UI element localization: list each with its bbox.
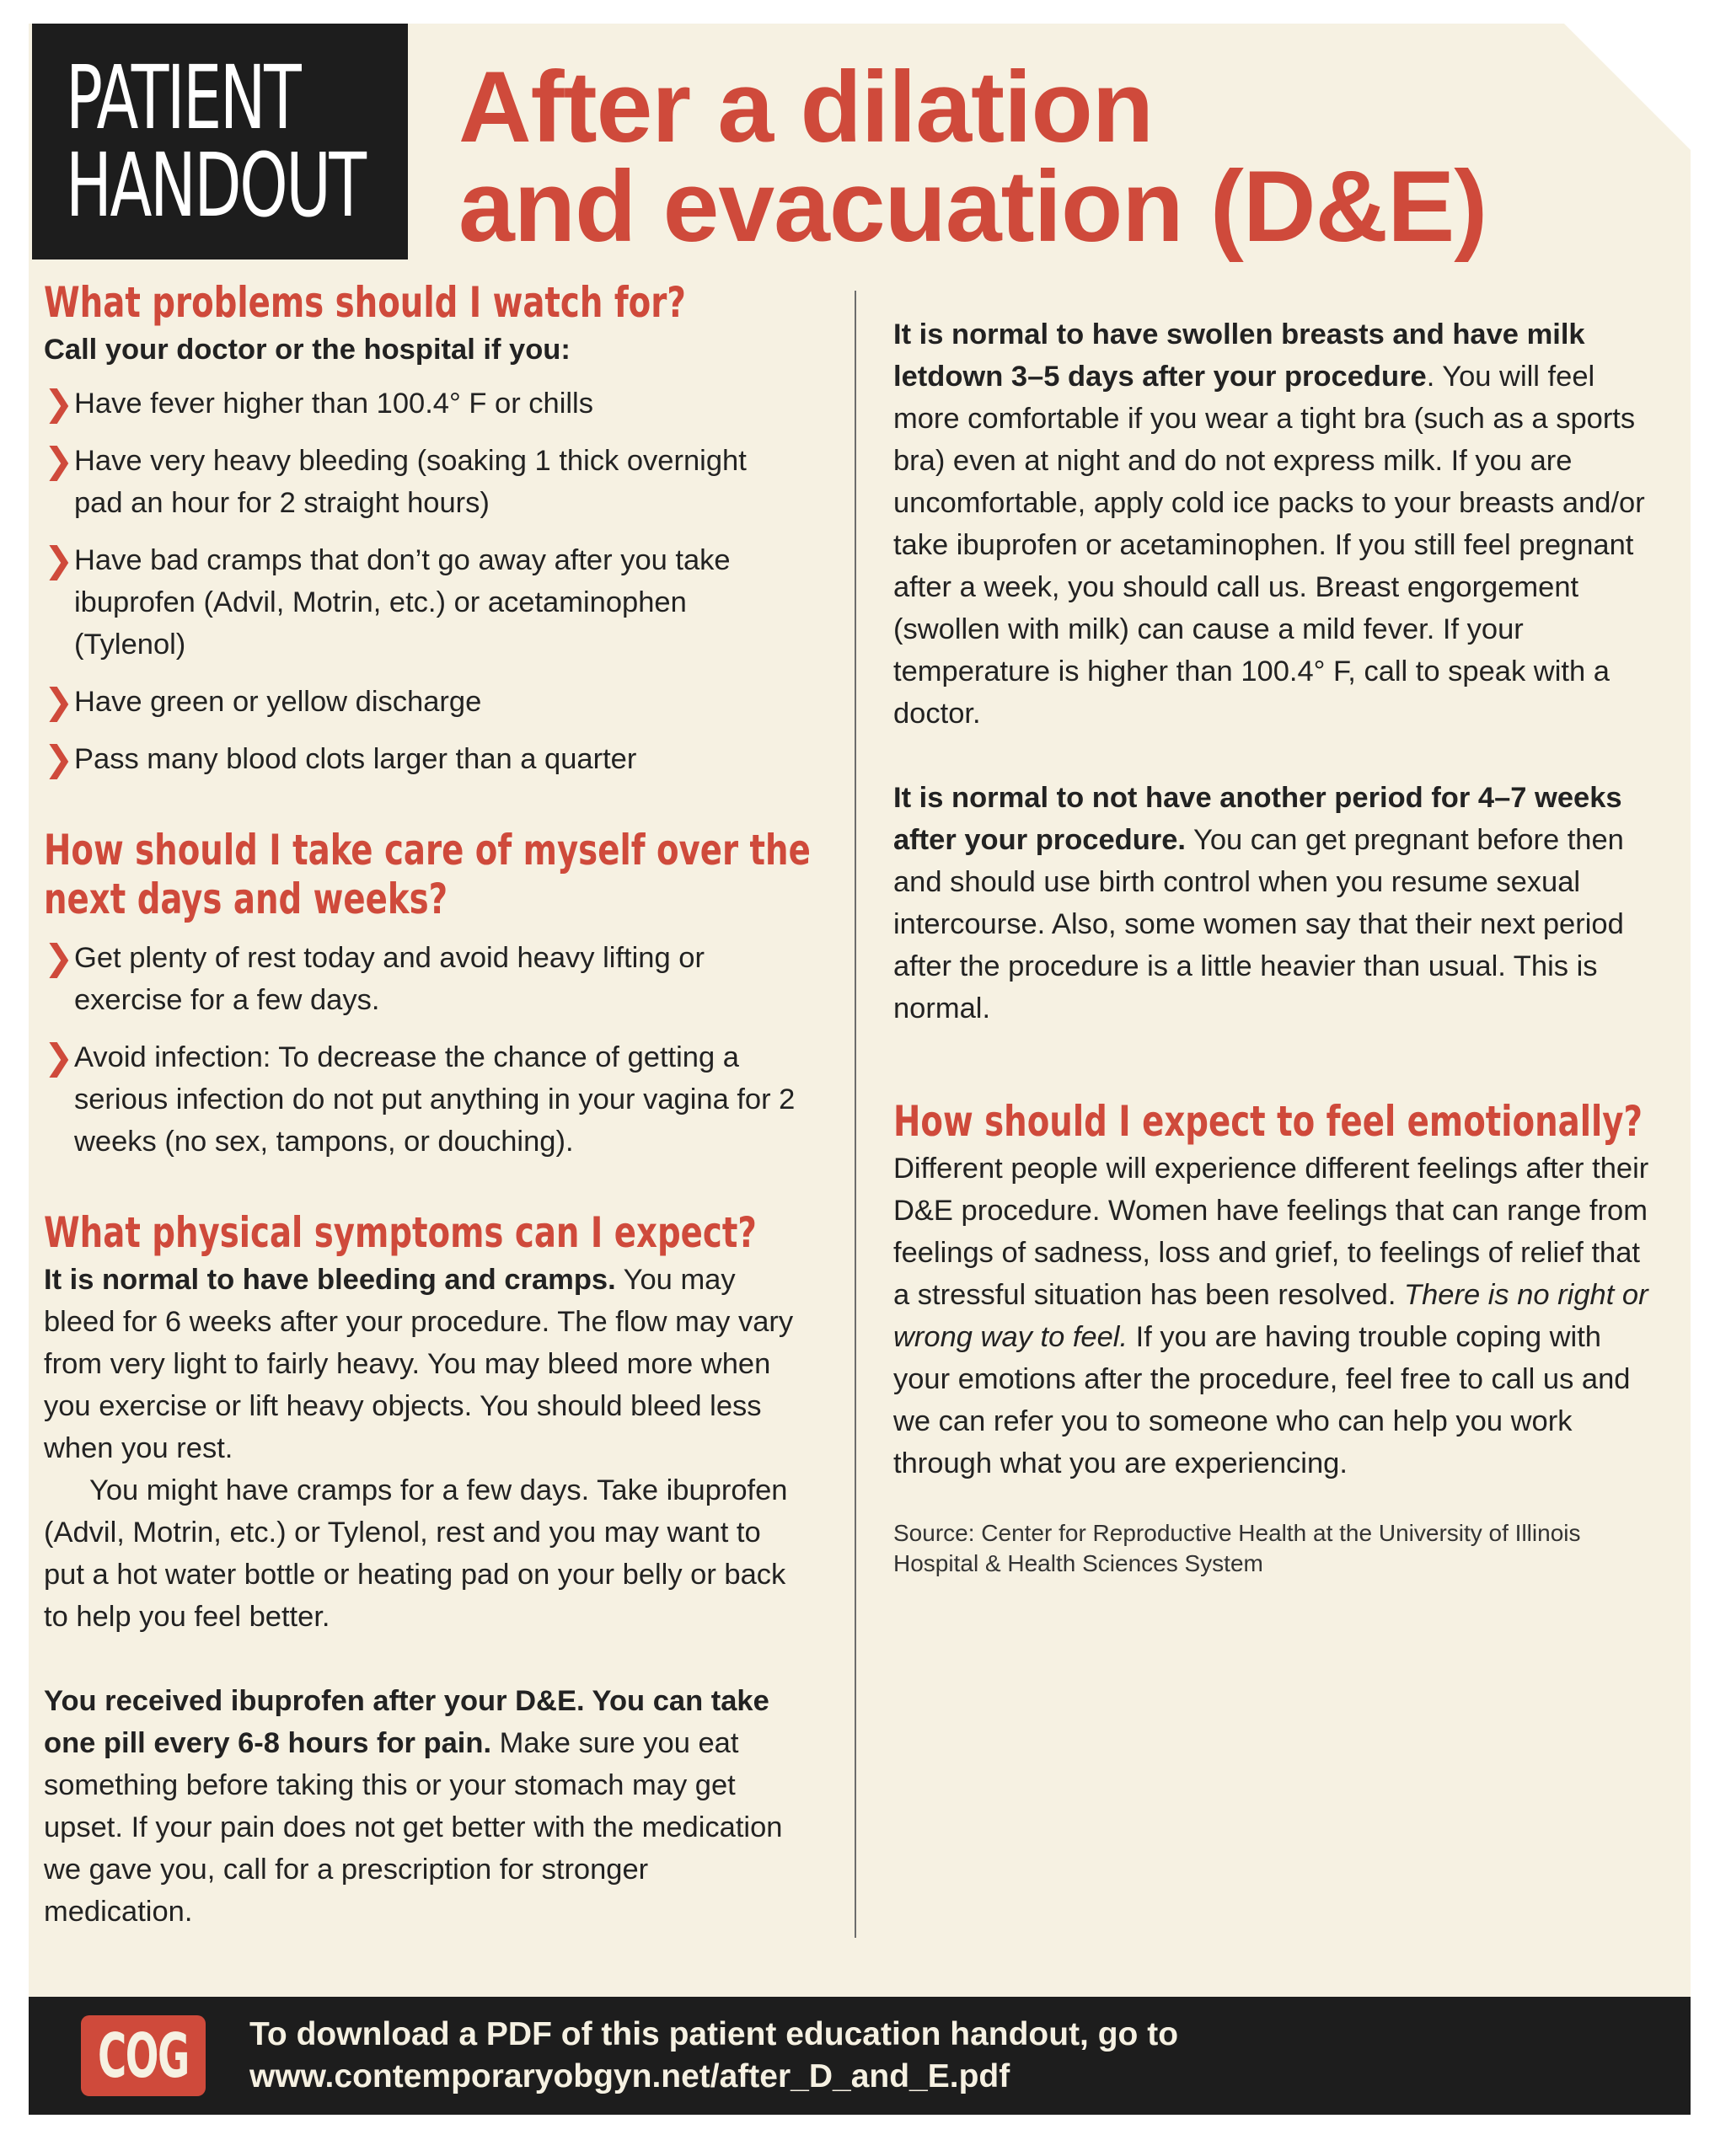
title-line-1: After a dilation — [458, 51, 1154, 163]
symptoms-paragraph-3: You received ibuprofen after your D&E. You can take one pill every 6-8 hours for pain. Make sure you eat something before taking this or your stomach may get upset. If your pain does not get better with the medication we gave you, call for a prescription for stronger medication. — [44, 1685, 783, 1928]
section-heading-emotions: How should I expect to feel emotionally? — [893, 1097, 1643, 1146]
page-corner — [1564, 24, 1691, 150]
right-column — [893, 313, 1652, 1579]
page-title — [458, 51, 1487, 263]
left-column — [44, 278, 811, 1933]
chevron-right-icon: ❯ — [44, 441, 74, 480]
footer-bar — [29, 1997, 1691, 2115]
download-note-line-1: To download a PDF of this patient education handout, go to — [249, 2016, 1179, 2052]
chevron-right-icon: ❯ — [44, 540, 74, 580]
chevron-right-icon: ❯ — [44, 739, 74, 778]
self-care-list — [44, 937, 802, 1163]
badge-line-1: PATIENT — [66, 46, 300, 149]
section-heading-problems: What problems should I watch for? — [44, 278, 686, 327]
list-item: ❯ Have very heavy bleeding (soaking 1 thick overnight pad an hour for 2 straight hours) — [44, 441, 747, 519]
source-citation: Source: Center for Reproductive Health at the University of Illinois Hospital & Health Sciences System — [893, 1520, 1581, 1576]
list-item: ❯ Have bad cramps that don’t go away after you take ibuprofen (Advil, Motrin, etc.) or acetaminophen (Tylenol) — [44, 540, 731, 661]
cog-logo: COG — [81, 2015, 206, 2096]
emotions-paragraph: Different people will experience different feelings after their D&E procedure. Women have feelings that can range from feelings of sadness, loss and grief, to feelings of relief that a stressful situation has been resolved. There is no right or wrong way to feel. If you are having trouble coping with your emotions after the procedure, feel free to call us and we can refer you to someone who can help you work through what you are experiencing. — [893, 1153, 1649, 1479]
chevron-right-icon: ❯ — [44, 682, 74, 721]
symptoms-paragraph-1: It is normal to have bleeding and cramps. You may bleed for 6 weeks after your procedure. The flow may vary from very light to fairly heavy. You may bleed more when you exercise or lift heavy objects. You should bleed less when you rest. — [44, 1264, 794, 1464]
symptoms-paragraph-2: You might have cramps for a few days. Take ibuprofen (Advil, Motrin, etc.) or Tylenol, rest and you may want to put a hot water bottle or heating pad on your belly or back to help you feel better. — [44, 1474, 788, 1633]
column-divider — [855, 291, 856, 1938]
list-item: ❯ Have fever higher than 100.4° F or chills — [44, 383, 593, 423]
problems-list — [44, 383, 802, 780]
title-line-2: and evacuation (D&E) — [458, 150, 1487, 263]
patient-handout-badge — [32, 24, 408, 259]
chevron-right-icon: ❯ — [44, 383, 74, 423]
badge-line-2: HANDOUT — [66, 134, 365, 237]
problems-lead: Call your doctor or the hospital if you: — [44, 334, 571, 366]
section-heading-self-care: How should I take care of myself over the next days and weeks? — [44, 826, 811, 923]
list-item: ❯ Get plenty of rest today and avoid heavy lifting or exercise for a few days. — [44, 938, 705, 1016]
breasts-paragraph: It is normal to have swollen breasts and have milk letdown 3–5 days after your procedure. You will feel more comfortable if you wear a tight bra (such as a sports bra) even at night and do not express milk. If you are uncomfortable, apply cold ice packs to your breasts and/or take ibuprofen or acetaminophen. If you still feel pregnant after a week, you should call us. Breast engorgement (swollen with milk) can cause a mild fever. If your temperature is higher than 100.4° F, call to speak with a doctor. — [893, 318, 1645, 730]
period-paragraph: It is normal to not have another period for 4–7 weeks after your procedure. You can get pregnant before then and should use birth control when you resume sexual intercourse. Also, some women say that their next period after the procedure is a little heavier than usual. This is normal. — [893, 782, 1624, 1025]
list-item: ❯ Have green or yellow discharge — [44, 682, 482, 721]
chevron-right-icon: ❯ — [44, 938, 74, 977]
section-heading-symptoms: What physical symptoms can I expect? — [44, 1208, 757, 1257]
chevron-right-icon: ❯ — [44, 1037, 74, 1077]
download-note — [249, 2014, 1178, 2098]
list-item: ❯ Avoid infection: To decrease the chance of getting a serious infection do not put anything in your vagina for 2 weeks (no sex, tampons, or douching). — [44, 1037, 796, 1158]
list-item: ❯ Pass many blood clots larger than a quarter — [44, 739, 637, 778]
download-url[interactable]: www.contemporaryobgyn.net/after_D_and_E.pdf — [249, 2058, 1010, 2094]
